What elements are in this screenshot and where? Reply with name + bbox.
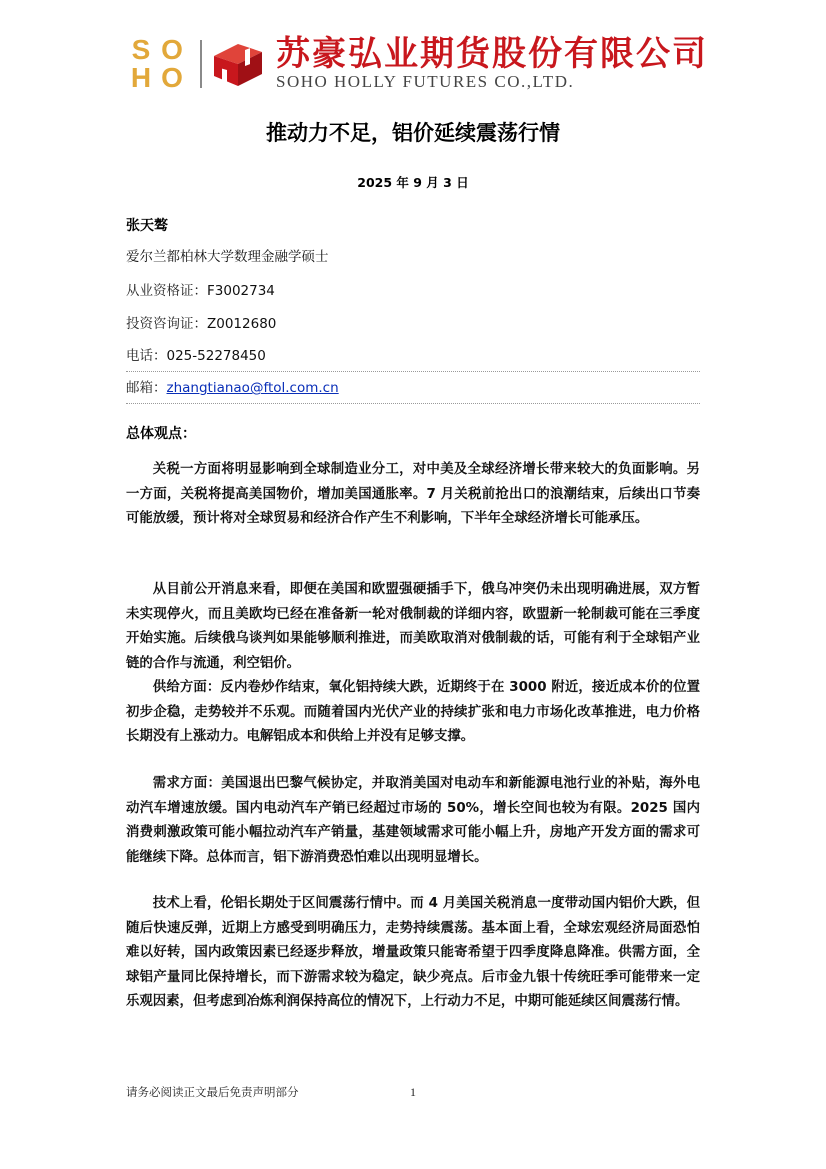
report-header <box>126 36 706 92</box>
divider-dotted <box>126 371 700 372</box>
paragraph-demand: 需求方面：美国退出巴黎气候协定，并取消美国对电动车和新能源电池行业的补贴，海外电动汽车增速放缓。国内电动汽车产销已经超过市场的 50%，增长空间也较为有限。2025 国内消费刺激政策可能小幅拉动汽车产销量，基建领域需求可能小幅上升，房地产开发方面的需求可能继续下降。总体而言，铝下游消费恐怕难以出现明显增长。 <box>126 776 700 865</box>
logo-letter: H <box>130 62 152 93</box>
author-degree: 爱尔兰都柏林大学数理金融学硕士 <box>126 249 329 265</box>
company-emblem-icon <box>212 40 264 88</box>
email-label: 邮箱： <box>126 380 167 396</box>
paragraph-russia-ukraine: 从目前公开消息来看，即便在美国和欧盟强硬插手下，俄乌冲突仍未出现明确进展，双方暂未实现停火，而且美欧均已经在准备新一轮对俄制裁的详细内容，欧盟新一轮制裁可能在三季度开始实施。后续俄乌谈判如果能够顺利推进，而美欧取消对俄制裁的话，可能有利于全球铝产业链的合作与流通，利空铝价。 <box>126 582 700 671</box>
logo-letter: O <box>161 34 183 65</box>
qualification-line <box>126 281 275 301</box>
paragraph-technical: 技术上看，伦铝长期处于区间震荡行情中。而 4 月美国关税消息一度带动国内铝价大跌，但随后快速反弹，近期上方感受到明确压力，走势持续震荡。基本面上看，全球宏观经济局面恐怕难以好转，国内政策因素已经逐步释放，增量政策只能寄希望于四季度降息降准。供需方面，全球铝产量同比保持增长，而下游需求较为稳定，缺少亮点。后市金九银十传统旺季可能带来一定乐观因素，但考虑到冶炼利润保持高位的情况下，上行动力不足，中期可能延续区间震荡行情。 <box>126 896 700 1010</box>
email-link[interactable]: zhangtianao@ftol.com.cn <box>166 380 339 396</box>
footer-disclaimer: 请务必阅读正文最后免责声明部分 <box>126 1085 299 1099</box>
report-title: 推动力不足，铝价延续震荡行情 <box>266 120 560 145</box>
logo-divider <box>200 40 202 88</box>
paragraph-supply: 供给方面：反内卷炒作结束，氧化铝持续大跌，近期终于在 3000 附近，接近成本价的位置初步企稳，走势较并不乐观。而随着国内光伏产业的持续扩张和电力市场化改革推进，电力价格长期没有上涨动力。电解铝成本和供给上并没有足够支撑。 <box>126 680 700 745</box>
divider-dotted <box>126 403 700 404</box>
phone-label: 电话： <box>126 348 167 364</box>
logo-letter: O <box>161 62 183 93</box>
report-date: 2025 年 9 月 3 日 <box>357 175 469 190</box>
consulting-label: 投资咨询证： <box>126 316 207 332</box>
author-name: 张天骜 <box>126 218 168 234</box>
phone-line <box>126 346 266 366</box>
qualification-label: 从业资格证： <box>126 283 207 299</box>
soho-logo <box>126 36 188 92</box>
company-name-cn: 苏豪弘业期货股份有限公司 <box>276 34 708 74</box>
consulting-line <box>126 314 276 334</box>
qualification-number: F3002734 <box>207 283 275 299</box>
consulting-number: Z0012680 <box>207 316 277 332</box>
email-line <box>126 378 339 398</box>
section-title: 总体观点： <box>126 426 196 442</box>
paragraph-tariff: 关税一方面将明显影响到全球制造业分工，对中美及全球经济增长带来较大的负面影响。另一方面，关税将提高美国物价，增加美国通胀率。7 月关税前抢出口的浪潮结束，后续出口节奏可能放缓，预计将对全球贸易和经济合作产生不利影响，下半年全球经济增长可能承压。 <box>126 462 700 527</box>
phone-number: 025-52278450 <box>166 348 266 364</box>
page-number: 1 <box>410 1085 416 1099</box>
logo-letter: S <box>131 34 151 65</box>
company-name-en: SOHO HOLLY FUTURES CO.,LTD. <box>276 72 575 91</box>
